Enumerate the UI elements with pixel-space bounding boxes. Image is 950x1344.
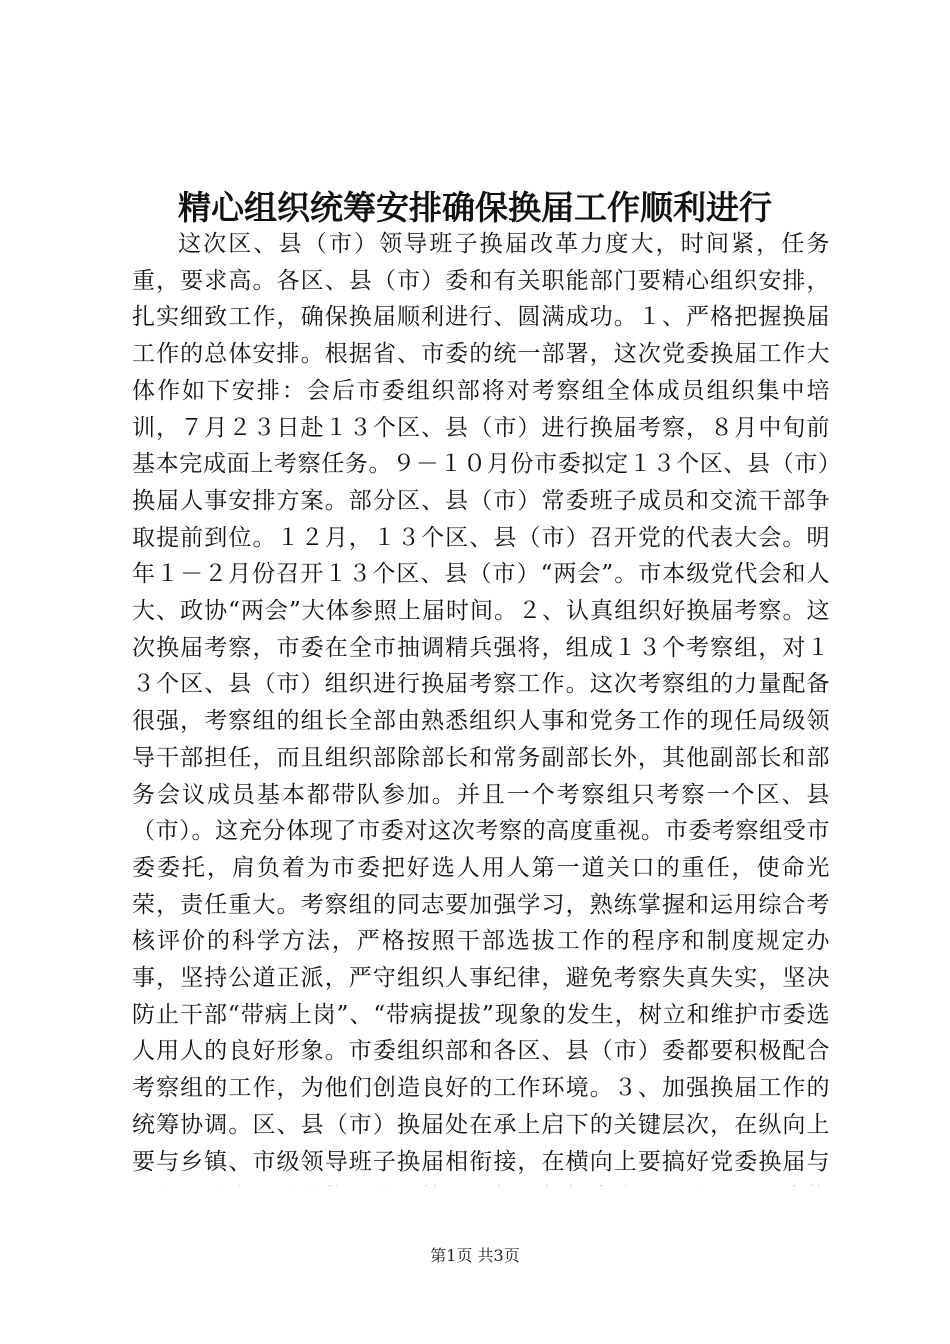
document-body: 这次区、县（市）领导班子换届改革力度大，时间紧，任务重，要求高。各区、县（市）委和有关职能部门要精心组织安排，扎实细致工作，确保换届顺利进行、圆满成功。１、严格把握换届工作的总体安排。根据省、市委的统一部署，这次党委换届工作大体作如下安排：会后市委组织部将对考察组全体成员组织集中培训，７月２３日赴１３个区、县（市）进行换届考察，８月中旬前基本完成面上考察任务。９－１０月份市委拟定１３个区、县（市）换届人事安排方案。部分区、县（市）常委班子成员和交流干部争取提前到位。１２月，１３个区、县（市）召开党的代表大会。明年１－２月份召开１３个区、县（市）“两会”。市本级党代会和人大、政协“两会”大体参照上届时间。２、认真组织好换届考察。这次换届考察，市委在全市抽调精兵强将，组成１３个考察组，对１３个区、县（市）组织进行换届考察工作。这次考察组的力量配备很强，考察组的组长全部由熟悉组织人事和党务工作的现任局级领导干部担任，而且组织部除部长和常务副部长外，其他副部长和部务会议成员基本都带队参加。并且一个考察组只考察一个区、县（市）。这充分体现了市委对这次考察的高度重视。市委考察组受市委委托，肩负着为市委把好选人用人第一道关口的重任，使命光荣，责任重大。考察组的同志要加强学习，熟练掌握和运用综合考核评价的科学方法，严格按照干部选拔工作的程序和制度规定办事，坚持公道正派，严守组织人事纪律，避免考察失真失实，坚决防止干部“带病上岗”、“带病提拔”现象的发生，树立和维护市委选人用人的良好形象。市委组织部和各区、县（市）委都要积极配合考察组的工作，为他们创造良好的工作环境。３、加强换届工作的统筹协调。区、县（市）换届处在承上启下的关键层次，在纵向上要与乡镇、市级领导班子换届相衔接，在横向上要搞好党委换届与 bbox=[132, 231, 830, 1175]
document-title: 精心组织统筹安排确保换届工作顺利进行 bbox=[178, 188, 772, 227]
page-number-footer: 第1页 共3页 bbox=[430, 1246, 520, 1265]
